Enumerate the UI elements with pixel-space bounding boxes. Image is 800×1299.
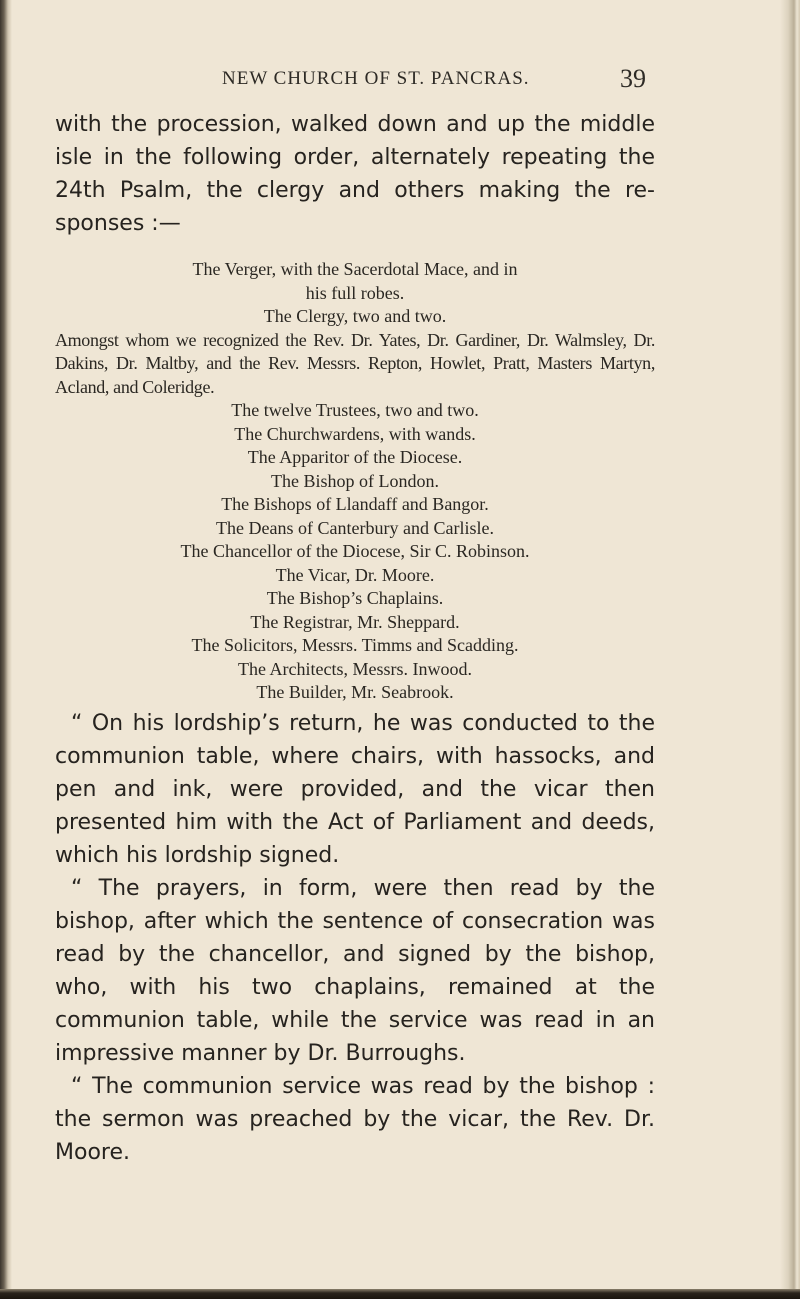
list-item: his full robes. xyxy=(305,282,405,303)
list-item: The Architects, Messrs. Inwood. xyxy=(238,658,472,679)
list-item: The Vicar, Dr. Moore. xyxy=(275,564,435,585)
page-bottom-edge xyxy=(0,1289,800,1299)
intro-paragraph: with the procession, walked down and up the middle isle in the following order, alternately repeating the 24th Psalm, the clergy and others making the re- sponses :— xyxy=(55,112,655,236)
running-head: NEW CHURCH OF ST. PANCRAS. xyxy=(222,68,530,89)
list-item: The Churchwardens, with wands. xyxy=(234,423,476,444)
page-edge xyxy=(780,0,800,1299)
page-gutter-shadow xyxy=(0,0,12,1299)
list-item: The Verger, with the Sacerdotal Mace, and in xyxy=(192,259,518,279)
page-number: 39 xyxy=(620,64,646,93)
list-item: The twelve Trustees, two and two. xyxy=(231,400,479,420)
list-item: The Bishop’s Chaplains. xyxy=(266,588,444,608)
list-item: The Registrar, Mr. Sheppard. xyxy=(250,611,460,632)
list-item: The Builder, Mr. Seabrook. xyxy=(256,682,454,702)
list-item: The Bishops of Llandaff and Bangor. xyxy=(221,494,489,514)
list-item: Amongst whom we recognized the Rev. Dr. Yates, Dr. Gardiner, Dr. Walmsley, Dr. Dakins, Dr. Maltby, and the Rev. Messrs. Repton, Howlet, Pratt, Masters Martyn, Acland, and Coleridge. xyxy=(55,329,655,397)
list-item: The Chancellor of the Diocese, Sir C. Robinson. xyxy=(180,541,530,561)
prayers-paragraph: “ The prayers, in form, were then read by the bishop, after which the sentence of consecration was read by the chancellor, and signed by the bishop, who, with his two chaplains, remained at the communion table, while the service was read in an impressive manner by Dr. Burroughs. xyxy=(55,876,655,1066)
list-item: The Apparitor of the Diocese. xyxy=(247,447,463,467)
page-header xyxy=(0,64,800,96)
procession-list xyxy=(55,258,655,705)
list-item: The Bishop of London. xyxy=(271,470,439,491)
lordship-return-paragraph: “ On his lordship’s return, he was conducted to the communion table, where chairs, with hassocks, and pen and ink, were provided, and the vicar then presented him with the Act of Parliament and deeds, which his lordship signed. xyxy=(55,711,655,868)
communion-paragraph: “ The communion service was read by the bishop : the sermon was preached by the vicar, the Rev. Dr. Moore. xyxy=(55,1074,655,1165)
list-item: The Clergy, two and two. xyxy=(263,306,447,326)
list-item: The Solicitors, Messrs. Timms and Scadding. xyxy=(191,635,519,655)
list-item: The Deans of Canterbury and Carlisle. xyxy=(216,517,494,538)
